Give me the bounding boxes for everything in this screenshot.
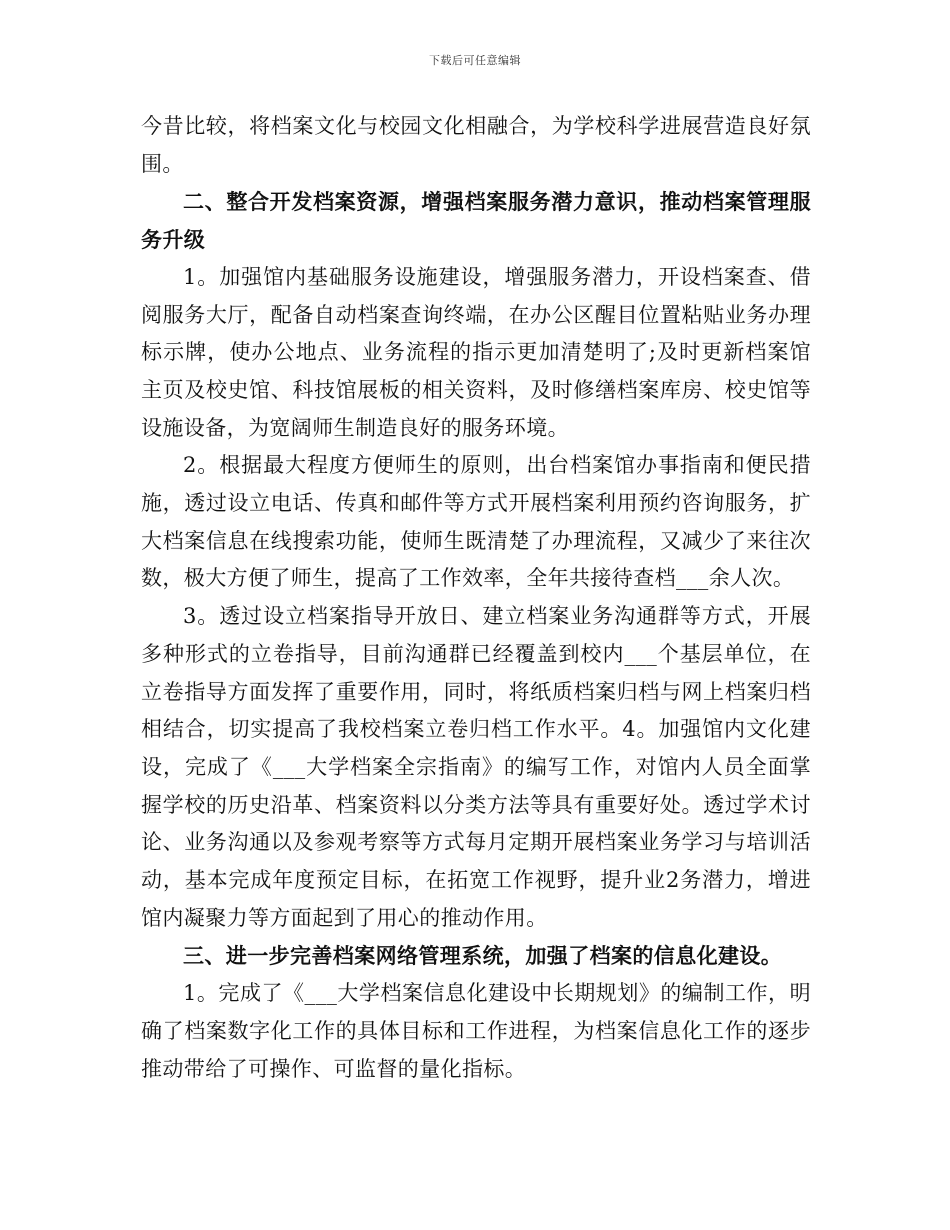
paragraph-continuation: 今昔比较，将档案文化与校园文化相融合，为学校科学进展营造良好氛围。 xyxy=(141,114,811,176)
paragraph-item-3-1: 1。完成了《___大学档案信息化建设中长期规划》的编制工作，明确了档案数字化工作的具体目标和工作进程，为档案信息化工作的逐步推动带给了可操作、可监督的量化指标。 xyxy=(141,981,811,1081)
document-body xyxy=(141,108,811,1088)
section-heading-three: 三、进一步完善档案网络管理系统，加强了档案的信息化建设。 xyxy=(183,943,783,969)
section-heading-two: 二、整合开发档案资源，增强档案服务潜力意识，推动档案管理服务升级 xyxy=(141,189,811,253)
paragraph-item-3: 3。透过设立档案指导开放日、建立档案业务沟通群等方式，开展多种形式的立卷指导，目前沟通群已经覆盖到校内___个基层单位，在立卷指导方面发挥了重要作用，同时，将纸质档案归档与网上档案归档相结合，切实提高了我校档案立卷归档工作水平。4。加强馆内文化建设，完成了《___大学档案全宗指南》的编写工作，对馆内人员全面掌握学校的历史沿革、档案资料以分类方法等具有重要好处。透过学术讨论、业务沟通以及参观考察等方式每月定期开展档案业务学习与培训活动，基本完成年度预定目标，在拓宽工作视野，提升业2务潜力，增进馆内凝聚力等方面起到了用心的推动作用。 xyxy=(141,604,811,930)
paragraph-item-2: 2。根据最大程度方便师生的原则，出台档案馆办事指南和便民措施，透过设立电话、传真和邮件等方式开展档案利用预约咨询服务，扩大档案信息在线搜索功能，使师生既清楚了办理流程，又减少了来往次数，极大方便了师生，提高了工作效率，全年共接待查档___余人次。 xyxy=(141,453,811,591)
paragraph-item-1: 1。加强馆内基础服务设施建设，增强服务潜力，开设档案查、借阅服务大厅，配备自动档案查询终端，在办公区醒目位置粘贴业务办理标示牌，使办公地点、业务流程的指示更加清楚明了;及时更新档案馆主页及校史馆、科技馆展板的相关资料，及时修缮档案库房、校史馆等设施设备，为宽阔师生制造良好的服务环境。 xyxy=(141,264,811,440)
page-header: 下载后可任意编辑 xyxy=(429,54,521,67)
